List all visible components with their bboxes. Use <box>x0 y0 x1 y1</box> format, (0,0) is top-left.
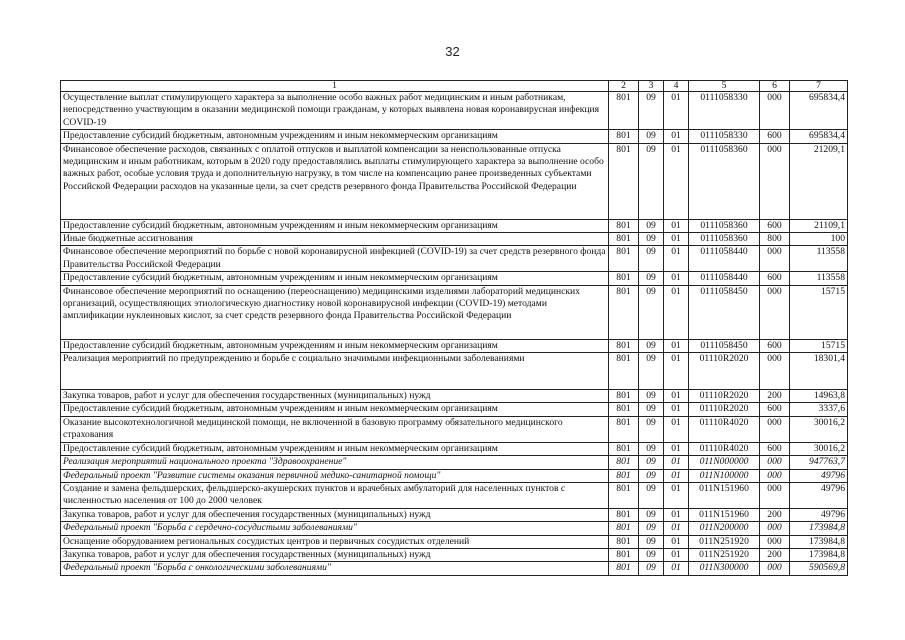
row-description: Иные бюджетные ассигнования <box>61 233 609 246</box>
subsection-code: 01 <box>664 143 689 219</box>
section-code: 09 <box>639 442 664 455</box>
ministry-code: 801 <box>609 233 639 246</box>
budget-table <box>60 80 848 576</box>
ministry-code: 801 <box>609 219 639 232</box>
amount: 30016,2 <box>790 442 848 455</box>
expense-type-code: 000 <box>760 353 790 390</box>
amount: 30016,2 <box>790 416 848 442</box>
ministry-code: 801 <box>609 535 639 548</box>
section-code: 09 <box>639 456 664 469</box>
target-article-code: 0111058450 <box>689 339 760 352</box>
section-code: 09 <box>639 482 664 508</box>
target-article-code: 011N151960 <box>689 508 760 521</box>
ministry-code: 801 <box>609 272 639 285</box>
amount: 947763,7 <box>790 456 848 469</box>
table-row <box>61 143 848 219</box>
target-article-code: 0111058360 <box>689 219 760 232</box>
ministry-code: 801 <box>609 403 639 416</box>
subsection-code: 01 <box>664 353 689 390</box>
ministry-code: 801 <box>609 562 639 575</box>
row-description: Финансовое обеспечение расходов, связанных с оплатой отпусков и выплатой компенсации за неиспользованные отпуска медицинским и иным работникам, которым в 2020 году предоставлялись выплаты стимулирующего характера за выполнение особо важных работ, особые условия труда и дополнительную нагрузку, в том числе на компенсацию ранее произведенных субъектами Российской Федерации расходов на указанные цели, за счет средств резервного фонда Правительства Российской Федерации <box>61 143 609 219</box>
section-code: 09 <box>639 416 664 442</box>
ministry-code: 801 <box>609 548 639 561</box>
expense-type-code: 000 <box>760 285 790 339</box>
row-description: Федеральный проект "Развитие системы оказания первичной медико-санитарной помощи" <box>61 469 609 482</box>
expense-type-code: 000 <box>760 143 790 219</box>
target-article-code: 01110R2020 <box>689 353 760 390</box>
table-header-row <box>61 81 848 92</box>
table-row <box>61 508 848 521</box>
expense-type-code: 600 <box>760 219 790 232</box>
table-row <box>61 442 848 455</box>
amount: 49796 <box>790 469 848 482</box>
amount: 3337,6 <box>790 403 848 416</box>
section-code: 09 <box>639 130 664 143</box>
expense-type-code: 600 <box>760 442 790 455</box>
target-article-code: 01110R4020 <box>689 416 760 442</box>
target-article-code: 0111058440 <box>689 246 760 272</box>
amount: 173984,8 <box>790 535 848 548</box>
amount: 695834,4 <box>790 92 848 130</box>
column-number-6: 6 <box>760 81 790 92</box>
section-code: 09 <box>639 522 664 535</box>
section-code: 09 <box>639 353 664 390</box>
row-description: Закупка товаров, работ и услуг для обеспечения государственных (муниципальных) нужд <box>61 390 609 403</box>
ministry-code: 801 <box>609 442 639 455</box>
section-code: 09 <box>639 219 664 232</box>
target-article-code: 0111058360 <box>689 233 760 246</box>
page-number: 32 <box>445 44 460 59</box>
expense-type-code: 600 <box>760 272 790 285</box>
row-description: Финансовое обеспечение мероприятий по оснащению (переоснащению) медицинскими изделиями лабораторий медицинских организаций, осуществляющих этиологическую диагностику новой коронавирусной инфекции (COVID-19) методами амплификации нуклеиновых кислот, за счет средств резервного фонда Правительства Российской Федерации <box>61 285 609 339</box>
row-description: Оснащение оборудованием региональных сосудистых центров и первичных сосудистых отделений <box>61 535 609 548</box>
target-article-code: 0111058330 <box>689 130 760 143</box>
ministry-code: 801 <box>609 143 639 219</box>
subsection-code: 01 <box>664 535 689 548</box>
table-row <box>61 562 848 575</box>
section-code: 09 <box>639 272 664 285</box>
subsection-code: 01 <box>664 482 689 508</box>
expense-type-code: 000 <box>760 92 790 130</box>
expense-type-code: 600 <box>760 130 790 143</box>
target-article-code: 011N251920 <box>689 535 760 548</box>
subsection-code: 01 <box>664 562 689 575</box>
amount: 14963,8 <box>790 390 848 403</box>
row-description: Закупка товаров, работ и услуг для обеспечения государственных (муниципальных) нужд <box>61 548 609 561</box>
target-article-code: 0111058330 <box>689 92 760 130</box>
subsection-code: 01 <box>664 469 689 482</box>
subsection-code: 01 <box>664 219 689 232</box>
expense-type-code: 000 <box>760 456 790 469</box>
section-code: 09 <box>639 246 664 272</box>
target-article-code: 0111058440 <box>689 272 760 285</box>
section-code: 09 <box>639 390 664 403</box>
column-number-1: 1 <box>61 81 609 92</box>
column-number-7: 7 <box>790 81 848 92</box>
row-description: Осуществление выплат стимулирующего характера за выполнение особо важных работ медицинским и иным работникам, непосредственно участвующим в оказании медицинской помощи гражданам, у которых выявлена новая коронавирусная инфекция COVID-19 <box>61 92 609 130</box>
ministry-code: 801 <box>609 522 639 535</box>
section-code: 09 <box>639 535 664 548</box>
table-row <box>61 272 848 285</box>
target-article-code: 011N151960 <box>689 482 760 508</box>
amount: 49796 <box>790 508 848 521</box>
ministry-code: 801 <box>609 246 639 272</box>
table-row <box>61 130 848 143</box>
amount: 49796 <box>790 482 848 508</box>
row-description: Федеральный проект "Борьба с онкологическими заболеваниями" <box>61 562 609 575</box>
row-description: Предоставление субсидий бюджетным, автономным учреждениям и иным некоммерческим организациям <box>61 442 609 455</box>
table-row <box>61 390 848 403</box>
table-row <box>61 92 848 130</box>
target-article-code: 01110R4020 <box>689 442 760 455</box>
row-description: Закупка товаров, работ и услуг для обеспечения государственных (муниципальных) нужд <box>61 508 609 521</box>
expense-type-code: 000 <box>760 469 790 482</box>
subsection-code: 01 <box>664 548 689 561</box>
row-description: Федеральный проект "Борьба с сердечно-сосудистыми заболеваниями" <box>61 522 609 535</box>
target-article-code: 011N300000 <box>689 562 760 575</box>
expense-type-code: 000 <box>760 482 790 508</box>
row-description: Предоставление субсидий бюджетным, автономным учреждениям и иным некоммерческим организациям <box>61 339 609 352</box>
subsection-code: 01 <box>664 442 689 455</box>
row-description: Реализация мероприятий по предупреждению и борьбе с социально значимыми инфекционными заболеваниями <box>61 353 609 390</box>
row-description: Предоставление субсидий бюджетным, автономным учреждениям и иным некоммерческим организациям <box>61 403 609 416</box>
ministry-code: 801 <box>609 456 639 469</box>
target-article-code: 011N251920 <box>689 548 760 561</box>
ministry-code: 801 <box>609 508 639 521</box>
ministry-code: 801 <box>609 339 639 352</box>
target-article-code: 011N100000 <box>689 469 760 482</box>
row-description: Предоставление субсидий бюджетным, автономным учреждениям и иным некоммерческим организациям <box>61 219 609 232</box>
subsection-code: 01 <box>664 233 689 246</box>
subsection-code: 01 <box>664 130 689 143</box>
target-article-code: 01110R2020 <box>689 390 760 403</box>
amount: 21209,1 <box>790 143 848 219</box>
subsection-code: 01 <box>664 416 689 442</box>
subsection-code: 01 <box>664 508 689 521</box>
table-row <box>61 416 848 442</box>
subsection-code: 01 <box>664 246 689 272</box>
section-code: 09 <box>639 562 664 575</box>
table-row <box>61 548 848 561</box>
expense-type-code: 200 <box>760 508 790 521</box>
column-number-4: 4 <box>664 81 689 92</box>
table-row <box>61 482 848 508</box>
target-article-code: 0111058450 <box>689 285 760 339</box>
section-code: 09 <box>639 508 664 521</box>
amount: 113558 <box>790 246 848 272</box>
column-number-5: 5 <box>689 81 760 92</box>
expense-type-code: 000 <box>760 522 790 535</box>
amount: 15715 <box>790 285 848 339</box>
ministry-code: 801 <box>609 469 639 482</box>
ministry-code: 801 <box>609 92 639 130</box>
expense-type-code: 800 <box>760 233 790 246</box>
expense-type-code: 200 <box>760 548 790 561</box>
table-row <box>61 353 848 390</box>
expense-type-code: 000 <box>760 562 790 575</box>
section-code: 09 <box>639 403 664 416</box>
subsection-code: 01 <box>664 390 689 403</box>
expense-type-code: 000 <box>760 416 790 442</box>
amount: 18301,4 <box>790 353 848 390</box>
row-description: Реализация мероприятий национального проекта "Здравоохранение" <box>61 456 609 469</box>
expense-type-code: 600 <box>760 339 790 352</box>
column-number-3: 3 <box>639 81 664 92</box>
table-row <box>61 246 848 272</box>
ministry-code: 801 <box>609 390 639 403</box>
amount: 695834,4 <box>790 130 848 143</box>
section-code: 09 <box>639 92 664 130</box>
table-row <box>61 522 848 535</box>
ministry-code: 801 <box>609 416 639 442</box>
amount: 15715 <box>790 339 848 352</box>
subsection-code: 01 <box>664 285 689 339</box>
amount: 173984,8 <box>790 522 848 535</box>
column-number-2: 2 <box>609 81 639 92</box>
ministry-code: 801 <box>609 482 639 508</box>
row-description: Предоставление субсидий бюджетным, автономным учреждениям и иным некоммерческим организациям <box>61 130 609 143</box>
expense-type-code: 000 <box>760 246 790 272</box>
ministry-code: 801 <box>609 130 639 143</box>
section-code: 09 <box>639 285 664 339</box>
amount: 173984,8 <box>790 548 848 561</box>
amount: 100 <box>790 233 848 246</box>
amount: 21109,1 <box>790 219 848 232</box>
table-row <box>61 285 848 339</box>
target-article-code: 011N200000 <box>689 522 760 535</box>
subsection-code: 01 <box>664 403 689 416</box>
table-row <box>61 219 848 232</box>
section-code: 09 <box>639 143 664 219</box>
section-code: 09 <box>639 469 664 482</box>
amount: 113558 <box>790 272 848 285</box>
table-row <box>61 469 848 482</box>
subsection-code: 01 <box>664 456 689 469</box>
target-article-code: 011N000000 <box>689 456 760 469</box>
expense-type-code: 600 <box>760 403 790 416</box>
amount: 590569,8 <box>790 562 848 575</box>
subsection-code: 01 <box>664 92 689 130</box>
row-description: Оказание высокотехнологичной медицинской помощи, не включенной в базовую программу обязательного медицинского страхования <box>61 416 609 442</box>
row-description: Создание и замена фельдшерских, фельдшерско-акушерских пунктов и врачебных амбулаторий для населенных пунктов с численностью населения от 100 до 2000 человек <box>61 482 609 508</box>
ministry-code: 801 <box>609 285 639 339</box>
target-article-code: 0111058360 <box>689 143 760 219</box>
table-row <box>61 535 848 548</box>
table-row <box>61 339 848 352</box>
row-description: Финансовое обеспечение мероприятий по борьбе с новой коронавирусной инфекцией (COVID-19) за счет средств резервного фонда Правительства Российской Федерации <box>61 246 609 272</box>
section-code: 09 <box>639 339 664 352</box>
subsection-code: 01 <box>664 522 689 535</box>
table-row <box>61 403 848 416</box>
section-code: 09 <box>639 233 664 246</box>
table-row <box>61 456 848 469</box>
subsection-code: 01 <box>664 339 689 352</box>
expense-type-code: 200 <box>760 390 790 403</box>
row-description: Предоставление субсидий бюджетным, автономным учреждениям и иным некоммерческим организациям <box>61 272 609 285</box>
expense-type-code: 000 <box>760 535 790 548</box>
table-row <box>61 233 848 246</box>
ministry-code: 801 <box>609 353 639 390</box>
subsection-code: 01 <box>664 272 689 285</box>
target-article-code: 01110R2020 <box>689 403 760 416</box>
section-code: 09 <box>639 548 664 561</box>
